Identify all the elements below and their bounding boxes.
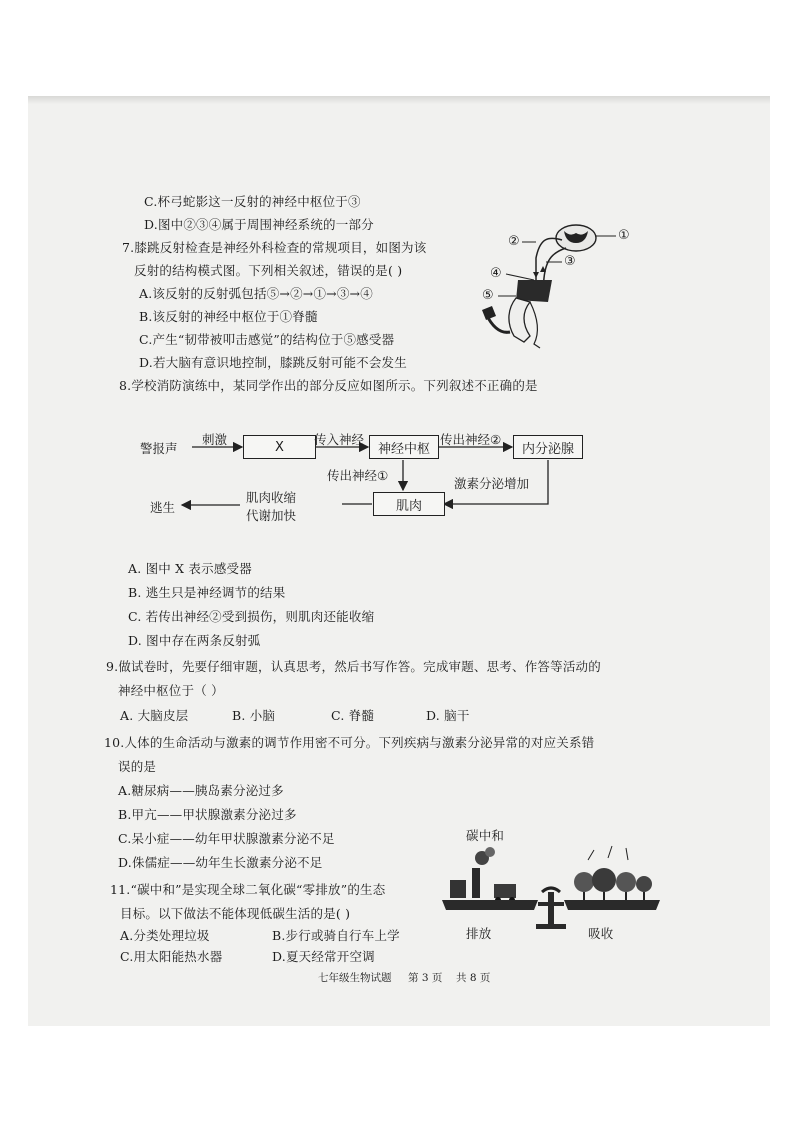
- flow-afferent: 传入神经: [314, 432, 365, 447]
- q7-option-c: C.产生“韧带被叩击感觉”的结构位于⑤感受器: [139, 332, 395, 347]
- q10-option-a: A.糖尿病——胰岛素分泌过多: [118, 783, 284, 798]
- q11-stem-line-1: 11.“碳中和”是实现全球二氧化碳“零排放”的生态: [110, 882, 386, 897]
- q6-option-d: D.图中②③④属于周围神经系统的一部分: [144, 217, 374, 232]
- q10-option-b: B.甲亢——甲状腺激素分泌过多: [118, 807, 297, 822]
- footer-subject: 七年级生物试题: [318, 972, 392, 984]
- q7-option-a: A.该反射的反射弧包括⑤→②→①→③→④: [139, 286, 373, 301]
- q9-option-b: B. 小脑: [232, 708, 276, 723]
- footer-total: 共 8 页: [456, 972, 491, 984]
- q7-label-5: ⑤: [482, 288, 494, 303]
- q7-option-b: B.该反射的神经中枢位于①脊髓: [139, 309, 318, 324]
- flow-hormone: 激素分泌增加: [454, 476, 530, 491]
- q6-option-c: C.杯弓蛇影这一反射的神经中枢位于③: [144, 194, 361, 209]
- q11-option-a: A.分类处理垃圾: [120, 928, 210, 943]
- flow-endocrine-box: 内分泌腺: [513, 435, 583, 459]
- q7-option-d: D.若大脑有意识地控制，膝跳反射可能不会发生: [139, 355, 407, 370]
- q9-option-a: A. 大脑皮层: [120, 708, 189, 723]
- q7-label-1: ①: [618, 228, 630, 243]
- footer-page: 第 3 页: [408, 972, 443, 984]
- carbon-figure-absorption: 吸收: [588, 926, 614, 941]
- q9-stem-line-1: 9.做试卷时，先要仔细审题，认真思考，然后书写作答。完成审题、思考、作答等活动的: [106, 659, 601, 674]
- q7-stem-line-2: 反射的结构模式图。下列相关叙述，错误的是( ): [134, 263, 403, 278]
- q11-option-c: C.用太阳能热水器: [120, 949, 223, 964]
- flow-effect-1: 肌肉收缩: [246, 490, 297, 505]
- q7-stem-line-1: 7.膝跳反射检查是神经外科检查的常规项目，如图为该: [122, 240, 427, 255]
- q11-option-b: B.步行或骑自行车上学: [272, 928, 400, 943]
- flow-efferent-2: 传出神经②: [440, 432, 502, 447]
- flow-x-box: X: [243, 435, 316, 459]
- q10-option-d: D.侏儒症——幼年生长激素分泌不足: [118, 855, 323, 870]
- flow-alarm: 警报声: [140, 441, 178, 456]
- flow-center-box: 神经中枢: [369, 435, 439, 459]
- carbon-figure-title: 碳中和: [466, 828, 505, 843]
- q8-option-b: B. 逃生只是神经调节的结果: [128, 585, 286, 600]
- q8-option-c: C. 若传出神经②受到损伤，则肌肉还能收缩: [128, 609, 375, 624]
- flow-efferent-1: 传出神经①: [327, 468, 389, 483]
- q7-label-4: ④: [490, 266, 502, 281]
- q8-option-d: D. 图中存在两条反射弧: [128, 633, 261, 648]
- q7-label-3: ③: [564, 254, 576, 269]
- q9-option-d: D. 脑干: [426, 708, 470, 723]
- q10-option-c: C.呆小症——幼年甲状腺激素分泌不足: [118, 831, 335, 846]
- q10-stem-line-1: 10.人体的生命活动与激素的调节作用密不可分。下列疾病与激素分泌异常的对应关系错: [104, 735, 595, 750]
- carbon-figure-emission: 排放: [466, 926, 492, 941]
- q8-option-a: A. 图中 X 表示感受器: [128, 561, 252, 576]
- q10-stem-line-2: 误的是: [118, 759, 157, 774]
- q7-label-2: ②: [508, 234, 520, 249]
- flow-effect-2: 代谢加快: [246, 508, 297, 523]
- flow-muscle-box: 肌肉: [373, 492, 445, 516]
- q11-option-d: D.夏天经常开空调: [272, 949, 375, 964]
- flow-stimulus: 刺激: [202, 432, 228, 447]
- q9-stem-line-2: 神经中枢位于（ ）: [118, 683, 224, 698]
- q11-stem-line-2: 目标。以下做法不能体现低碳生活的是( ): [120, 906, 351, 921]
- q9-option-c: C. 脊髓: [331, 708, 375, 723]
- q8-stem: 8.学校消防演练中，某同学作出的部分反应如图所示。下列叙述不正确的是: [119, 378, 538, 393]
- flow-escape: 逃生: [150, 500, 176, 515]
